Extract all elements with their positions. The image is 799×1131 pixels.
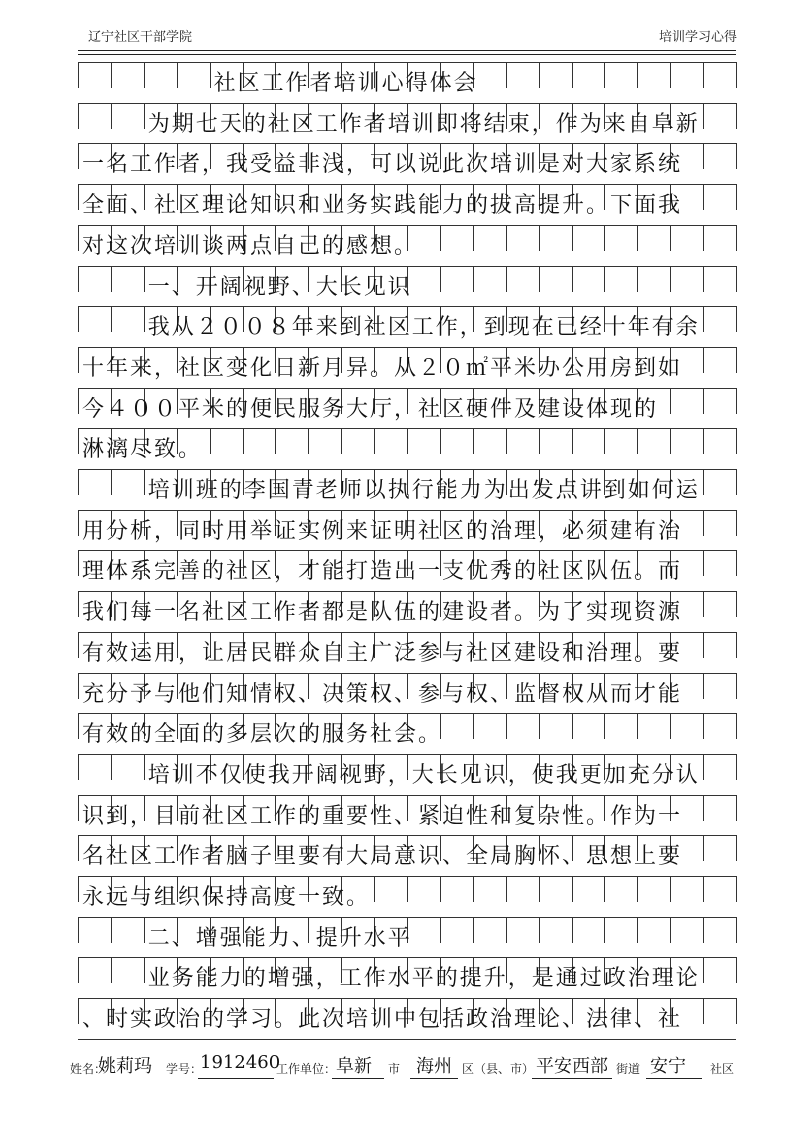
community-underline	[646, 1078, 702, 1079]
handwritten-text: 有效运用，让居民群众自主广泛参与社区建设和治理。要	[82, 640, 683, 666]
handwritten-text: 培训不仅使我开阔视野，大长见识，使我更加充分认	[147, 762, 700, 788]
grid-tick	[473, 917, 474, 943]
grid-tick	[473, 713, 474, 739]
grid-tick	[210, 428, 211, 454]
header-left: 辽宁社区干部学院	[88, 30, 193, 45]
grid-tick	[78, 673, 79, 699]
grid-tick	[703, 673, 704, 699]
manuscript-row	[78, 184, 736, 226]
grid-tick	[604, 917, 605, 943]
grid-tick	[539, 713, 540, 739]
grid-tick	[736, 998, 737, 1024]
grid-tick	[736, 835, 737, 861]
grid-tick	[78, 591, 79, 617]
grid-tick	[78, 62, 79, 88]
id-label: 学号：	[166, 1062, 203, 1076]
grid-tick	[736, 632, 737, 658]
handwritten-text: 、时实政治的学习。此次培训中包括政治理论、法律、社	[82, 1007, 683, 1033]
grid-tick	[144, 266, 145, 292]
street-underline	[532, 1078, 612, 1079]
name-label: 姓名：	[70, 1062, 107, 1076]
grid-tick	[637, 428, 638, 454]
grid-tick	[78, 103, 79, 129]
grid-tick	[506, 62, 507, 88]
district-value: 海州	[416, 1056, 452, 1077]
grid-tick	[703, 754, 704, 780]
grid-tick	[572, 713, 573, 739]
grid-tick	[670, 388, 671, 414]
grid-tick	[637, 917, 638, 943]
community-value: 安宁	[650, 1056, 686, 1077]
street-value: 平安西部	[536, 1056, 608, 1077]
grid-tick	[703, 143, 704, 169]
grid-tick	[440, 266, 441, 292]
grid-tick	[736, 876, 737, 902]
handwritten-text: 二、增强能力、提升水平	[147, 925, 412, 951]
grid-tick	[506, 917, 507, 943]
grid-tick	[703, 184, 704, 210]
grid-tick	[473, 428, 474, 454]
grid-tick	[506, 876, 507, 902]
grid-tick	[78, 876, 79, 902]
header-rule	[78, 54, 736, 55]
grid-tick	[210, 62, 211, 88]
grid-tick	[78, 469, 79, 495]
grid-tick	[243, 428, 244, 454]
grid-tick	[736, 591, 737, 617]
grid-tick	[111, 917, 112, 943]
grid-tick	[506, 428, 507, 454]
grid-tick	[670, 713, 671, 739]
manuscript-row	[78, 591, 736, 633]
grid-tick	[736, 795, 737, 821]
handwritten-text: 培训班的李国青老师以执行能力为出发点讲到如何运	[147, 478, 700, 503]
grid-tick	[144, 62, 145, 88]
grid-tick	[703, 835, 704, 861]
grid-tick	[736, 469, 737, 495]
grid-tick	[78, 306, 79, 332]
grid-tick	[78, 754, 79, 780]
grid-tick	[78, 266, 79, 292]
grid-tick	[703, 591, 704, 617]
manuscript-row	[78, 266, 736, 308]
grid-tick	[637, 225, 638, 251]
grid-tick	[736, 103, 737, 129]
grid-tick	[703, 713, 704, 739]
manuscript-row	[78, 225, 736, 267]
grid-tick	[539, 225, 540, 251]
grid-tick	[111, 754, 112, 780]
grid-tick	[308, 428, 309, 454]
grid-tick	[572, 917, 573, 943]
grid-tick	[703, 428, 704, 454]
city-underline	[332, 1078, 384, 1079]
handwritten-text: 对这次培训谈两点自己的感想。	[82, 233, 419, 259]
handwritten-text: 充分予与他们知情权、决策权、参与权、监督权从而才能	[82, 681, 683, 707]
grid-tick	[374, 428, 375, 454]
grid-tick	[473, 225, 474, 251]
grid-tick	[604, 62, 605, 88]
manuscript-row	[78, 143, 736, 185]
grid-tick	[473, 266, 474, 292]
grid-tick	[670, 266, 671, 292]
grid-tick	[736, 306, 737, 332]
grid-tick	[604, 713, 605, 739]
grid-tick	[637, 876, 638, 902]
grid-tick	[144, 306, 145, 332]
grid-tick	[78, 184, 79, 210]
grid-tick	[703, 876, 704, 902]
handwritten-text: 一、开阔视野、大长见识	[147, 274, 412, 300]
grid-tick	[144, 103, 145, 129]
manuscript-row	[78, 957, 736, 999]
grid-tick	[703, 347, 704, 373]
grid-tick	[736, 713, 737, 739]
manuscript-row	[78, 103, 736, 145]
manuscript-row	[78, 795, 736, 837]
grid-tick	[736, 347, 737, 373]
grid-tick	[539, 917, 540, 943]
grid-tick	[78, 957, 79, 983]
grid-tick	[111, 306, 112, 332]
grid-tick	[144, 917, 145, 943]
manuscript-row	[78, 347, 736, 389]
manuscript-sheet	[78, 62, 736, 1039]
grid-tick	[407, 428, 408, 454]
manuscript-row	[78, 754, 736, 796]
manuscript-row	[78, 510, 736, 552]
handwritten-text: 业务能力的增强，工作水平的提升，是通过政治理论	[147, 966, 700, 992]
manuscript-row	[78, 388, 736, 430]
grid-tick	[736, 143, 737, 169]
grid-tick	[78, 428, 79, 454]
grid-tick	[144, 957, 145, 983]
handwritten-text: 永远与组织保持高度一致。	[82, 885, 371, 910]
street-label: 街道	[616, 1062, 641, 1076]
grid-tick	[506, 225, 507, 251]
grid-tick	[736, 62, 737, 88]
handwritten-text: 名社区工作者脑子里要有大局意识、全局胸怀、思想上要	[82, 844, 683, 870]
work-label: 工作单位：	[276, 1062, 337, 1076]
grid-tick	[407, 876, 408, 902]
manuscript-row	[78, 306, 736, 348]
grid-tick	[736, 184, 737, 210]
handwritten-text: 今４００平米的便民服务大厅，社区硬件及建设体现的	[82, 396, 659, 422]
grid-tick	[78, 143, 79, 169]
id-value: 1912460	[200, 1052, 281, 1073]
grid-tick	[111, 62, 112, 88]
grid-tick	[736, 428, 737, 454]
community-label: 社区	[710, 1062, 735, 1076]
handwritten-text: 用分析，同时用举证实例来证明社区的治理，必须建有治	[82, 518, 683, 544]
grid-tick	[736, 673, 737, 699]
grid-tick	[637, 62, 638, 88]
grid-tick	[703, 469, 704, 495]
handwritten-text: 全面、社区理论知识和业务实践能力的拔高提升。下面我	[82, 193, 683, 219]
handwritten-text: 十年来，社区变化日新月异。从２０㎡平米办公用房到如	[82, 355, 683, 381]
header-right: 培训学习心得	[658, 30, 737, 45]
manuscript-row	[78, 632, 736, 674]
district-underline	[410, 1078, 458, 1079]
grid-tick	[144, 754, 145, 780]
grid-tick	[604, 225, 605, 251]
grid-tick	[440, 876, 441, 902]
grid-tick	[440, 428, 441, 454]
grid-tick	[703, 62, 704, 88]
grid-tick	[604, 266, 605, 292]
grid-tick	[670, 225, 671, 251]
grid-tick	[637, 266, 638, 292]
manuscript-row	[78, 673, 736, 715]
grid-tick	[111, 469, 112, 495]
city-value: 阜新	[336, 1056, 372, 1077]
grid-tick	[539, 62, 540, 88]
grid-tick	[144, 469, 145, 495]
handwritten-text: 淋漓尽致。	[82, 437, 203, 463]
handwritten-text: 识到，目前社区工作的重要性、紧迫性和复杂性。作为一	[82, 803, 683, 829]
grid-tick	[374, 876, 375, 902]
grid-tick	[604, 876, 605, 902]
name-value: 姚莉玛	[98, 1056, 152, 1077]
grid-tick	[703, 795, 704, 821]
grid-tick	[78, 835, 79, 861]
grid-tick	[736, 388, 737, 414]
grid-tick	[506, 266, 507, 292]
grid-tick	[703, 306, 704, 332]
grid-tick	[670, 428, 671, 454]
manuscript-row	[78, 469, 736, 511]
grid-tick	[736, 266, 737, 292]
manuscript-row	[78, 550, 736, 592]
grid-tick	[703, 510, 704, 536]
grid-tick	[736, 510, 737, 536]
grid-tick	[703, 998, 704, 1024]
city-label: 市	[388, 1062, 401, 1076]
manuscript-row	[78, 998, 736, 1040]
grid-tick	[703, 225, 704, 251]
grid-tick	[572, 266, 573, 292]
grid-tick	[440, 917, 441, 943]
grid-tick	[670, 876, 671, 902]
grid-tick	[637, 713, 638, 739]
grid-tick	[736, 754, 737, 780]
grid-tick	[703, 103, 704, 129]
grid-tick	[78, 632, 79, 658]
grid-tick	[539, 428, 540, 454]
grid-tick	[572, 876, 573, 902]
grid-tick	[539, 266, 540, 292]
district-label: 区（县、市）	[462, 1062, 535, 1076]
grid-tick	[111, 266, 112, 292]
grid-tick	[341, 428, 342, 454]
handwritten-text: 我从２００８年来到社区工作，到现在已经十年有余	[147, 315, 700, 341]
grid-tick	[703, 388, 704, 414]
grid-tick	[572, 225, 573, 251]
grid-tick	[473, 876, 474, 902]
grid-tick	[78, 550, 79, 576]
grid-tick	[703, 632, 704, 658]
handwritten-text: 有效的全面的多层次的服务社会。	[82, 722, 443, 748]
manuscript-row	[78, 917, 736, 959]
manuscript-row	[78, 835, 736, 877]
grid-tick	[78, 917, 79, 943]
grid-tick	[78, 388, 79, 414]
manuscript-row	[78, 62, 736, 104]
grid-tick	[78, 347, 79, 373]
handwritten-text: 我们每一名社区工作者都是队伍的建设者。为了实现资源	[82, 600, 683, 626]
student-info-footer	[70, 1052, 750, 1082]
grid-tick	[111, 103, 112, 129]
handwritten-text: 社区工作者培训心得体会	[213, 71, 478, 96]
grid-tick	[539, 876, 540, 902]
handwritten-text: 一名工作者，我受益非浅，可以说此次培训是对大家系统	[82, 152, 683, 178]
handwritten-text: 为期七天的社区工作者培训即将结束，作为来自阜新	[147, 111, 700, 137]
grid-tick	[177, 62, 178, 88]
header-rule	[78, 50, 736, 51]
grid-tick	[572, 428, 573, 454]
grid-tick	[736, 957, 737, 983]
grid-tick	[78, 225, 79, 251]
manuscript-row	[78, 713, 736, 755]
grid-tick	[703, 957, 704, 983]
handwritten-text: 理体系完善的社区，才能打造出一支优秀的社区队伍。而	[82, 559, 683, 585]
grid-tick	[440, 225, 441, 251]
manuscript-row	[78, 428, 736, 470]
grid-tick	[703, 266, 704, 292]
grid-tick	[736, 225, 737, 251]
grid-tick	[604, 428, 605, 454]
grid-tick	[78, 795, 79, 821]
grid-tick	[506, 713, 507, 739]
grid-tick	[275, 428, 276, 454]
grid-tick	[78, 510, 79, 536]
grid-tick	[703, 550, 704, 576]
grid-tick	[736, 917, 737, 943]
grid-tick	[670, 917, 671, 943]
grid-tick	[670, 62, 671, 88]
grid-tick	[111, 957, 112, 983]
manuscript-row	[78, 876, 736, 918]
id-underline	[198, 1078, 274, 1079]
grid-tick	[703, 917, 704, 943]
grid-tick	[78, 998, 79, 1024]
grid-tick	[572, 62, 573, 88]
grid-tick	[736, 550, 737, 576]
grid-tick	[78, 713, 79, 739]
